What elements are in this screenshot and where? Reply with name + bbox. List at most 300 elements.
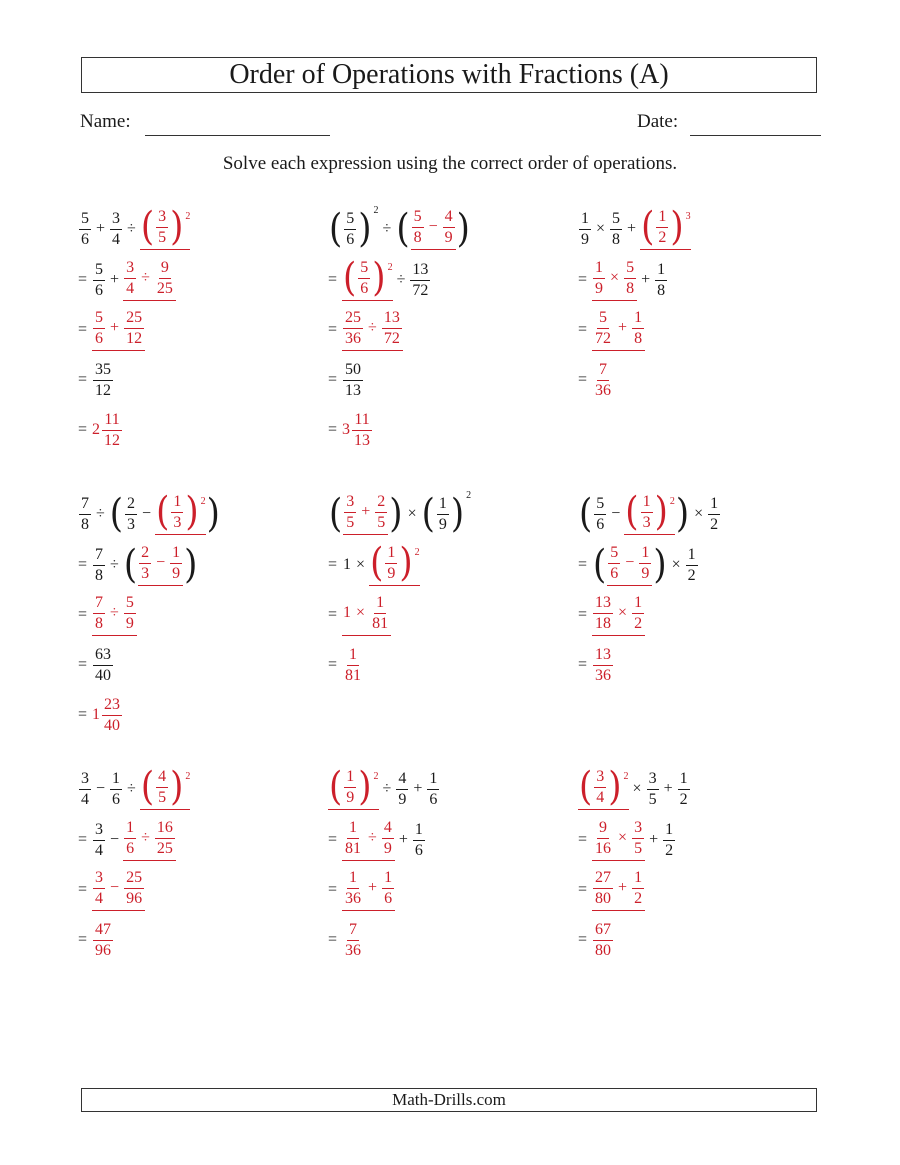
fraction <box>593 595 613 632</box>
operator: − <box>611 505 621 522</box>
solution-step <box>78 815 318 865</box>
fraction-denominator: 81 <box>372 614 389 632</box>
fraction <box>344 211 356 248</box>
fraction-numerator: 50 <box>343 362 363 381</box>
equals-sign: = <box>78 271 88 288</box>
fraction <box>412 209 424 246</box>
fraction <box>382 870 394 907</box>
equals-sign: = <box>328 271 338 288</box>
fraction <box>344 769 356 806</box>
fraction <box>437 496 449 533</box>
fraction-denominator: 6 <box>112 790 121 808</box>
fraction <box>443 209 455 246</box>
equals-sign: = <box>78 371 88 388</box>
solution-step <box>578 355 818 405</box>
fraction-numerator: 67 <box>593 922 613 941</box>
fraction-denominator: 6 <box>360 279 369 297</box>
operator: + <box>641 271 651 288</box>
equals-sign: = <box>578 831 588 848</box>
solution-step <box>78 865 318 915</box>
problem-expression <box>78 763 318 815</box>
solution-step <box>578 815 818 865</box>
fraction-numerator: 1 <box>171 494 183 513</box>
equals-sign: = <box>328 881 338 898</box>
fraction-denominator: 40 <box>95 666 112 684</box>
fraction <box>385 545 397 582</box>
solution-step <box>78 640 318 690</box>
operator: × <box>618 604 628 621</box>
solution-step <box>328 405 568 455</box>
fraction-numerator: 16 <box>155 820 175 839</box>
operator: − <box>110 879 120 896</box>
highlighted-step <box>369 540 420 586</box>
parenthesis: ) <box>608 764 622 810</box>
fraction-denominator: 36 <box>595 381 612 399</box>
fraction-numerator: 1 <box>347 870 359 889</box>
solution-step <box>328 640 568 690</box>
fraction-denominator: 9 <box>438 515 447 533</box>
parenthesis: ) <box>450 491 465 537</box>
fraction-denominator: 5 <box>634 839 643 857</box>
fraction-numerator: 1 <box>382 870 394 889</box>
fraction-denominator: 8 <box>81 515 89 533</box>
parenthesis: ( <box>396 206 410 252</box>
fraction <box>343 820 363 857</box>
fraction <box>632 870 644 907</box>
fraction-denominator: 8 <box>95 614 104 632</box>
fraction-denominator: 36 <box>345 941 362 959</box>
operator: ÷ <box>368 319 377 336</box>
parenthesis: ( <box>329 764 343 810</box>
fraction-denominator: 5 <box>346 513 355 531</box>
fraction-denominator: 8 <box>657 281 666 299</box>
fraction <box>79 771 91 808</box>
fraction-denominator: 4 <box>81 790 89 808</box>
fraction-numerator: 5 <box>608 545 620 564</box>
operator: + <box>110 271 120 288</box>
solution-step <box>578 865 818 915</box>
fraction-denominator: 25 <box>156 279 173 297</box>
fraction-numerator: 5 <box>93 310 105 329</box>
problem-1 <box>78 203 318 455</box>
problem-7 <box>78 763 318 965</box>
fraction-denominator: 40 <box>104 716 121 734</box>
fraction-numerator: 25 <box>124 310 144 329</box>
fraction-denominator: 9 <box>346 788 355 806</box>
fraction-denominator: 4 <box>596 788 605 806</box>
exponent: 2 <box>373 770 379 782</box>
fraction <box>352 412 372 449</box>
fraction <box>343 922 363 959</box>
highlighted-step <box>92 310 145 351</box>
fraction <box>343 870 363 907</box>
fraction <box>686 547 698 584</box>
fraction-denominator: 4 <box>95 841 104 859</box>
fraction <box>632 310 644 347</box>
parenthesis: ( <box>593 542 607 588</box>
operator: × <box>356 556 366 573</box>
fraction-numerator: 1 <box>344 769 356 788</box>
fraction-numerator: 3 <box>93 870 105 889</box>
parenthesis: ) <box>358 764 372 810</box>
fraction-numerator: 3 <box>647 771 659 790</box>
highlighted-step <box>607 545 652 586</box>
highlighted-step <box>140 204 191 250</box>
fraction <box>593 820 613 857</box>
problem-9 <box>578 763 818 965</box>
operator: × <box>610 269 620 286</box>
fraction-denominator: 2 <box>634 889 643 907</box>
fraction-numerator: 1 <box>678 771 690 790</box>
fraction <box>593 362 613 399</box>
fraction-denominator: 2 <box>634 614 643 632</box>
fraction <box>79 211 91 248</box>
parenthesis: ( <box>123 542 138 588</box>
fraction <box>93 922 113 959</box>
fraction <box>593 870 613 907</box>
fraction-denominator: 2 <box>665 841 674 859</box>
fraction-numerator: 1 <box>708 496 720 515</box>
fraction-numerator: 4 <box>156 769 168 788</box>
highlighted-step <box>342 595 391 636</box>
fraction <box>708 496 720 533</box>
problem-expression <box>78 203 318 255</box>
fraction-denominator: 9 <box>387 564 396 582</box>
fraction-denominator: 8 <box>626 279 635 297</box>
instructions: Solve each expression using the correct order of operations. <box>222 153 678 174</box>
fraction-numerator: 3 <box>79 771 91 790</box>
fraction-numerator: 3 <box>93 822 105 841</box>
highlighted-step <box>592 820 645 861</box>
fraction-denominator: 80 <box>595 889 612 907</box>
fraction-denominator: 6 <box>414 841 423 859</box>
fraction-denominator: 72 <box>412 281 429 299</box>
fraction <box>610 211 622 248</box>
solution-step <box>578 590 818 640</box>
fraction-numerator: 5 <box>93 262 105 281</box>
operator: × <box>596 220 606 237</box>
fraction-denominator: 13 <box>345 381 362 399</box>
problem-expression <box>578 488 818 540</box>
fraction-denominator: 12 <box>104 431 121 449</box>
operator: × <box>407 505 417 522</box>
fraction <box>655 262 667 299</box>
fraction-numerator: 13 <box>593 595 613 614</box>
parenthesis: ) <box>170 204 184 250</box>
operator: + <box>96 220 106 237</box>
fraction-denominator: 12 <box>126 329 143 347</box>
fraction <box>656 209 668 246</box>
parenthesis: ) <box>170 764 184 810</box>
fraction <box>632 820 644 857</box>
fraction-numerator: 5 <box>358 260 370 279</box>
operator: ÷ <box>127 780 136 797</box>
solution-step <box>78 305 318 355</box>
highlighted-step <box>155 489 206 535</box>
fraction-numerator: 1 <box>593 260 605 279</box>
parenthesis: ) <box>675 491 690 537</box>
fraction-denominator: 9 <box>595 279 604 297</box>
fraction-numerator: 4 <box>396 771 408 790</box>
fraction <box>344 494 356 531</box>
fraction-numerator: 13 <box>410 262 430 281</box>
number: 1 <box>343 604 352 621</box>
exponent: 2 <box>414 546 420 558</box>
fraction-numerator: 1 <box>663 822 675 841</box>
equals-sign: = <box>78 421 88 438</box>
operator: × <box>632 780 642 797</box>
exponent: 2 <box>200 495 206 507</box>
fraction-denominator: 3 <box>642 513 651 531</box>
parenthesis: ( <box>625 489 639 535</box>
fraction-denominator: 9 <box>125 614 134 632</box>
highlighted-step <box>138 545 183 586</box>
fraction-denominator: 9 <box>398 790 407 808</box>
fraction <box>343 310 363 347</box>
fraction <box>593 260 605 297</box>
problem-4 <box>78 488 318 740</box>
fraction-denominator: 4 <box>112 230 121 248</box>
fraction-denominator: 9 <box>172 564 181 582</box>
fraction-numerator: 5 <box>124 595 136 614</box>
fraction-denominator: 25 <box>156 839 173 857</box>
fraction-numerator: 13 <box>382 310 402 329</box>
solution-step <box>328 540 568 590</box>
exponent: 2 <box>387 261 393 273</box>
fraction <box>93 595 105 632</box>
operator: × <box>618 829 628 846</box>
fraction-numerator: 9 <box>159 260 171 279</box>
highlighted-step <box>123 820 176 861</box>
fraction <box>632 595 644 632</box>
fraction-denominator: 6 <box>429 790 438 808</box>
fraction <box>93 647 113 684</box>
operator: + <box>398 831 408 848</box>
fraction-denominator: 6 <box>95 281 104 299</box>
fraction-denominator: 6 <box>95 329 104 347</box>
parenthesis: ( <box>140 204 155 250</box>
fraction <box>156 209 168 246</box>
fraction-denominator: 2 <box>710 515 719 533</box>
parenthesis: ( <box>109 491 124 537</box>
operator: + <box>361 503 371 520</box>
fraction-denominator: 16 <box>595 839 612 857</box>
fraction <box>124 260 136 297</box>
parenthesis: ( <box>329 206 343 252</box>
solution-step <box>328 815 568 865</box>
fraction-numerator: 3 <box>344 494 356 513</box>
whole-number: 1 <box>92 706 101 723</box>
equals-sign: = <box>578 931 588 948</box>
fraction-numerator: 5 <box>79 211 91 230</box>
fraction-numerator: 3 <box>594 769 606 788</box>
fraction-numerator: 2 <box>125 496 137 515</box>
fraction-denominator: 9 <box>581 230 589 248</box>
name-label: Name: <box>80 111 131 132</box>
parenthesis: ( <box>421 491 435 537</box>
fraction-numerator: 35 <box>93 362 113 381</box>
fraction-numerator: 5 <box>624 260 636 279</box>
parenthesis: ) <box>670 204 684 250</box>
operator: ÷ <box>110 604 119 621</box>
solution-step <box>328 590 568 640</box>
operator: ÷ <box>127 220 136 237</box>
solution-step <box>578 305 818 355</box>
solution-step <box>578 640 818 690</box>
solution-step <box>328 305 568 355</box>
equals-sign: = <box>78 931 88 948</box>
highlighted-step <box>592 310 645 351</box>
operator: × <box>356 604 366 621</box>
fraction <box>93 822 105 859</box>
operator: − <box>156 554 166 571</box>
fraction-denominator: 80 <box>595 941 612 959</box>
fraction <box>102 697 122 734</box>
equals-sign: = <box>78 881 88 898</box>
equals-sign: = <box>328 606 338 623</box>
parenthesis: ( <box>579 764 593 810</box>
problem-6 <box>578 488 818 690</box>
fraction-denominator: 2 <box>687 566 696 584</box>
fraction <box>382 310 402 347</box>
problem-expression <box>578 763 818 815</box>
operator: − <box>428 218 438 235</box>
fraction <box>170 545 182 582</box>
fraction <box>370 595 390 632</box>
highlighted-step <box>342 310 403 351</box>
fraction-denominator: 36 <box>345 889 362 907</box>
fraction-denominator: 5 <box>648 790 657 808</box>
equals-sign: = <box>328 421 338 438</box>
fraction-numerator: 5 <box>594 496 606 515</box>
fraction-denominator: 8 <box>95 566 104 584</box>
operator: ÷ <box>382 220 392 237</box>
date-label: Date: <box>637 111 679 132</box>
equals-sign: = <box>328 831 338 848</box>
problem-5 <box>328 488 568 690</box>
fraction <box>410 262 430 299</box>
fraction-numerator: 23 <box>102 697 122 716</box>
highlighted-step <box>342 870 395 911</box>
operator: + <box>663 780 673 797</box>
fraction-denominator: 36 <box>595 666 612 684</box>
equals-sign: = <box>578 321 588 338</box>
solution-step <box>578 255 818 305</box>
fraction <box>663 822 675 859</box>
fraction <box>343 362 363 399</box>
fraction <box>413 822 425 859</box>
solution-step <box>78 915 318 965</box>
highlighted-step <box>640 204 691 250</box>
fraction-numerator: 1 <box>347 647 359 666</box>
fraction <box>594 769 606 806</box>
highlighted-step <box>92 870 145 911</box>
operator: × <box>694 505 704 522</box>
parenthesis: ( <box>370 540 384 586</box>
fraction <box>110 211 122 248</box>
fraction-numerator: 1 <box>374 595 386 614</box>
solution-step <box>78 255 318 305</box>
solution-step <box>78 405 318 455</box>
fraction-denominator: 8 <box>634 329 643 347</box>
equals-sign: = <box>78 606 88 623</box>
fraction-numerator: 1 <box>413 822 425 841</box>
solution-step <box>328 255 568 305</box>
fraction-numerator: 5 <box>597 310 609 329</box>
highlighted-step <box>342 255 393 301</box>
equals-sign: = <box>578 556 588 573</box>
solution-step <box>578 915 818 965</box>
parenthesis: ) <box>456 206 470 252</box>
parenthesis: ) <box>372 255 386 301</box>
fraction-numerator: 7 <box>79 496 91 515</box>
solution-step <box>78 690 318 740</box>
fraction-denominator: 72 <box>383 329 400 347</box>
exponent: 2 <box>466 490 472 501</box>
highlighted-step <box>140 764 191 810</box>
equals-sign: = <box>578 606 588 623</box>
fraction <box>593 310 613 347</box>
fraction-numerator: 9 <box>597 820 609 839</box>
problem-3 <box>578 203 818 405</box>
fraction-numerator: 7 <box>93 595 105 614</box>
highlighted-step <box>328 764 379 810</box>
fraction-numerator: 1 <box>110 771 122 790</box>
equals-sign: = <box>328 656 338 673</box>
operator: − <box>96 780 106 797</box>
parenthesis: ( <box>329 491 343 537</box>
highlighted-step <box>343 494 388 535</box>
fraction <box>124 870 144 907</box>
solution-step <box>328 355 568 405</box>
fraction-denominator: 8 <box>612 230 621 248</box>
fraction-numerator: 3 <box>632 820 644 839</box>
fraction-numerator: 4 <box>443 209 455 228</box>
highlighted-step <box>592 260 637 301</box>
fraction-denominator: 9 <box>641 564 650 582</box>
equals-sign: = <box>78 556 88 573</box>
operator: − <box>142 505 152 522</box>
whole-number: 3 <box>342 421 351 438</box>
fraction-denominator: 5 <box>377 513 386 531</box>
problem-expression <box>78 488 318 540</box>
equals-sign: = <box>578 271 588 288</box>
solution-step <box>328 865 568 915</box>
fraction-denominator: 6 <box>126 839 135 857</box>
highlighted-step <box>411 209 456 250</box>
solution-step <box>78 355 318 405</box>
equals-sign: = <box>578 881 588 898</box>
fraction-numerator: 1 <box>347 820 359 839</box>
fraction-numerator: 3 <box>110 211 122 230</box>
operator: ÷ <box>141 829 150 846</box>
fraction-denominator: 81 <box>345 839 362 857</box>
operator: + <box>627 220 637 237</box>
parenthesis: ( <box>579 491 593 537</box>
parenthesis: ) <box>206 491 220 537</box>
fraction <box>593 922 613 959</box>
exponent: 2 <box>623 770 629 782</box>
solution-step <box>578 540 818 590</box>
equals-sign: = <box>78 706 88 723</box>
fraction-denominator: 9 <box>383 839 392 857</box>
fraction <box>343 647 363 684</box>
fraction-denominator: 5 <box>158 788 167 806</box>
fraction-denominator: 3 <box>141 564 150 582</box>
problem-2 <box>328 203 568 455</box>
operator: ÷ <box>382 780 392 797</box>
operator: ÷ <box>396 271 406 288</box>
